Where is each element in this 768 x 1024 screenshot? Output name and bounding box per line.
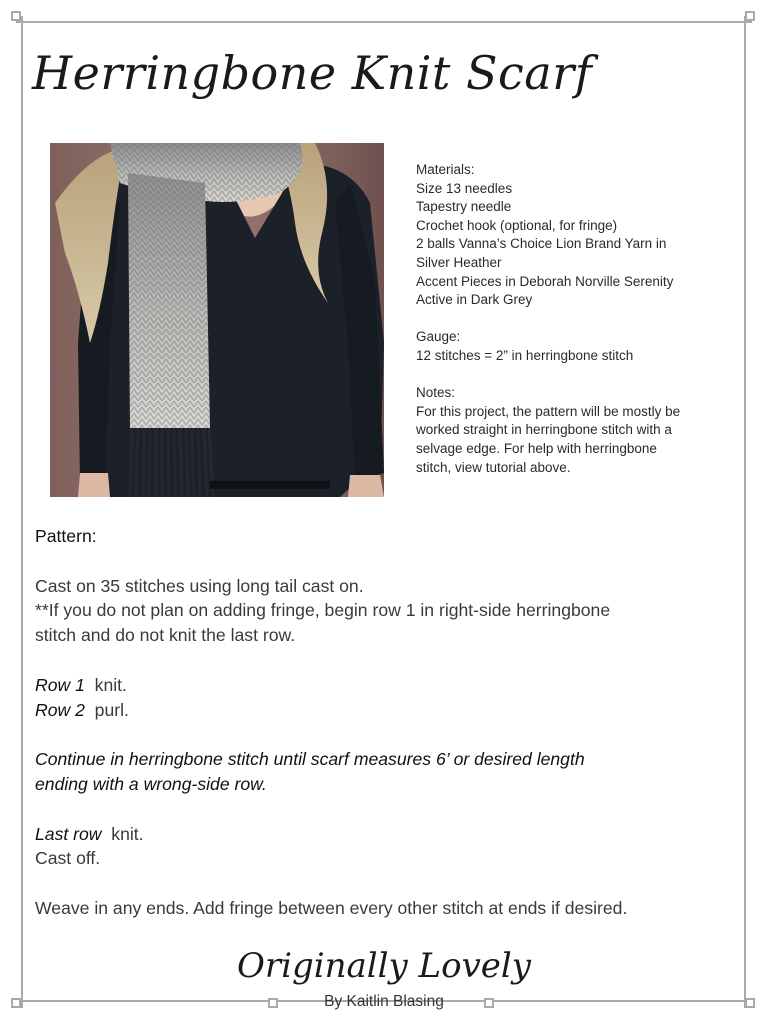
materials-section (416, 161, 726, 310)
left-hand (78, 473, 110, 497)
notes-section (416, 384, 726, 477)
materials-item: 2 balls Vanna’s Choice Lion Brand Yarn in (416, 236, 667, 252)
row-1-label: Row 1 (35, 674, 85, 695)
frame-right-line (744, 16, 746, 1008)
frame-corner-top-left (11, 11, 21, 21)
weave-instruction: Weave in any ends. Add fringe between every other stitch at ends if desired. (35, 897, 628, 918)
cast-off-instruction: Cast off. (35, 848, 101, 869)
row-2-label: Row 2 (35, 699, 85, 720)
row-2-instruction (35, 698, 735, 723)
notes-line: selvage edge. For help with herringbone (416, 440, 657, 456)
row-2-text: purl. (94, 699, 129, 720)
footer-signature: Originally Lovely (236, 946, 532, 986)
materials-info (416, 161, 726, 496)
notes-heading: Notes: (416, 385, 456, 401)
frame-top-line (16, 21, 752, 23)
fringe-note-line: **If you do not plan on adding fringe, begin row 1 in right-side herringbone (35, 600, 611, 621)
footer-byline: By Kaitlin Blasing (324, 993, 444, 1010)
materials-item: Tapestry needle (416, 199, 512, 215)
last-row-text: knit. (111, 823, 144, 844)
notes-line: stitch, view tutorial above. (416, 459, 571, 475)
continue-instruction-line: Continue in herringbone stitch until scarf measures 6’ or desired length (35, 749, 585, 770)
row-1-text: knit. (94, 674, 127, 695)
pattern-section (35, 524, 735, 921)
gauge-section (416, 328, 726, 365)
scarf-photo (50, 143, 384, 497)
materials-item: Active in Dark Grey (416, 292, 533, 308)
last-row-label: Last row (35, 823, 102, 844)
materials-item: Size 13 needles (416, 180, 513, 196)
materials-heading: Materials: (416, 162, 475, 177)
cast-on-instruction: Cast on 35 stitches using long tail cast on. (35, 575, 364, 596)
gauge-heading: Gauge: (416, 329, 461, 345)
right-hand (348, 475, 384, 497)
gauge-text: 12 stitches = 2” in herringbone stitch (416, 347, 634, 363)
belt (210, 481, 330, 489)
frame-left-line (21, 16, 23, 1008)
page-title: Herringbone Knit Scarf (32, 46, 593, 100)
scarf-panel-texture (128, 173, 210, 428)
materials-item: Accent Pieces in Deborah Norville Serenity (416, 273, 674, 289)
row-1-instruction (35, 673, 735, 698)
frame-corner-top-right (745, 11, 755, 21)
notes-line: For this project, the pattern will be mostly be (416, 403, 681, 419)
continue-instruction-line: ending with a wrong-side row. (35, 773, 267, 794)
materials-item: Silver Heather (416, 254, 502, 270)
scarf-photo-illustration (50, 143, 384, 497)
materials-item: Crochet hook (optional, for fringe) (416, 217, 618, 233)
last-row-instruction (35, 822, 735, 847)
notes-line: worked straight in herringbone stitch with a (416, 422, 672, 438)
fringe-note-line: stitch and do not knit the last row. (35, 625, 296, 646)
pattern-heading: Pattern: (35, 526, 97, 546)
